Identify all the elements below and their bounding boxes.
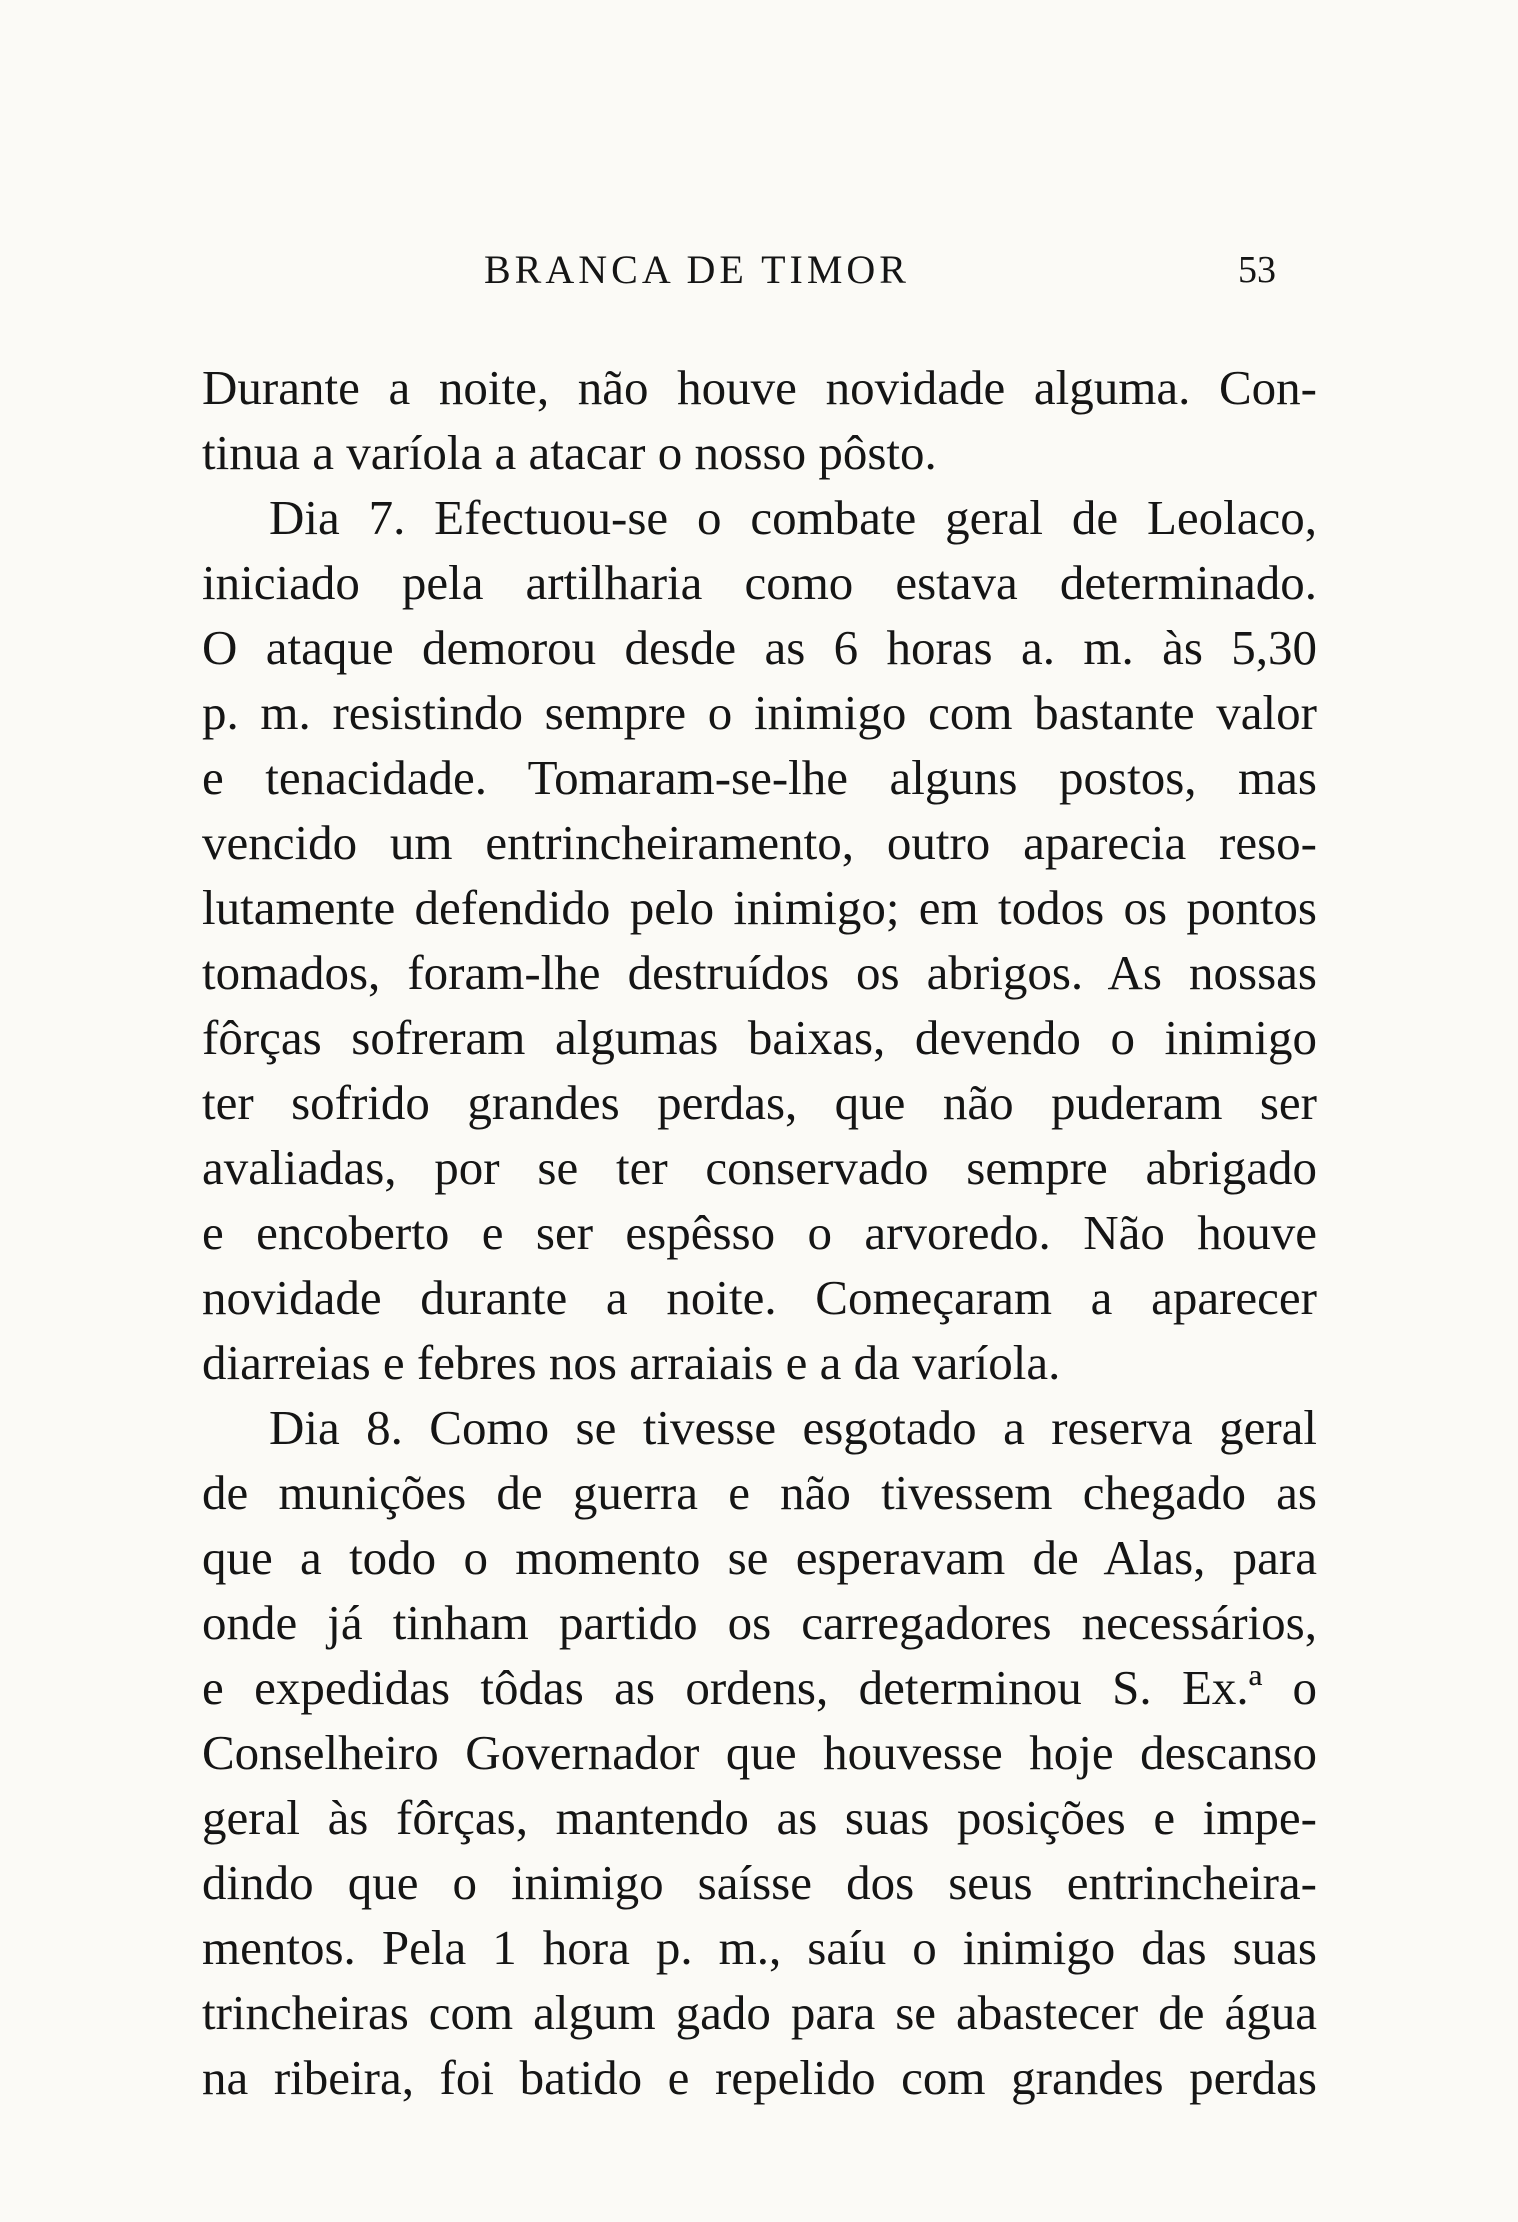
text-line: O ataque demorou desde as 6 horas a. m. às 5,30	[202, 620, 1317, 675]
paragraph-3	[202, 1395, 1317, 2110]
text-line: diarreias e febres nos arraiais e a da varíola.	[202, 1335, 1061, 1390]
running-title: BRANCA DE TIMOR	[484, 247, 910, 292]
text-line: e tenacidade. Tomaram-se-lhe alguns postos, mas	[202, 750, 1317, 805]
text-line: tomados, foram-lhe destruídos os abrigos. As nossas	[202, 945, 1317, 1000]
text-line: ter sofrido grandes perdas, que não puderam ser	[202, 1075, 1317, 1130]
text-line: vencido um entrincheiramento, outro aparecia reso-	[202, 815, 1317, 870]
text-line: trincheiras com algum gado para se abastecer de água	[202, 1985, 1317, 2040]
text-line: e expedidas tôdas as ordens, determinou S. Ex.ª o	[202, 1660, 1317, 1715]
text-line: fôrças sofreram algumas baixas, devendo o inimigo	[202, 1010, 1317, 1065]
text-line: dindo que o inimigo saísse dos seus entrincheira-	[202, 1855, 1317, 1910]
paragraph-1	[202, 355, 1317, 485]
text-line: na ribeira, foi batido e repelido com grandes perdas	[202, 2050, 1317, 2105]
body-text	[202, 355, 1317, 2110]
text-line: lutamente defendido pelo inimigo; em todos os pontos	[202, 880, 1317, 935]
text-line: Dia 7. Efectuou-se o combate geral de Leolaco,	[269, 490, 1317, 545]
text-line: avaliadas, por se ter conservado sempre abrigado	[202, 1140, 1317, 1195]
text-line: mentos. Pela 1 hora p. m., saíu o inimigo das suas	[202, 1920, 1317, 1975]
page-number: 53	[1238, 249, 1276, 291]
text-line: tinua a varíola a atacar o nosso pôsto.	[202, 425, 937, 480]
text-line: iniciado pela artilharia como estava determinado.	[202, 555, 1317, 610]
text-line: Conselheiro Governador que houvesse hoje descanso	[202, 1725, 1317, 1780]
text-line: geral às fôrças, mantendo as suas posições e impe-	[202, 1790, 1317, 1845]
text-line: que a todo o momento se esperavam de Alas, para	[202, 1530, 1317, 1585]
text-line: de munições de guerra e não tivessem chegado as	[202, 1465, 1317, 1520]
text-line: onde já tinham partido os carregadores necessários,	[202, 1595, 1317, 1650]
text-line: Dia 8. Como se tivesse esgotado a reserva geral	[269, 1400, 1317, 1455]
text-line: p. m. resistindo sempre o inimigo com bastante valor	[202, 685, 1317, 740]
text-line: novidade durante a noite. Começaram a aparecer	[202, 1270, 1317, 1325]
text-line: e encoberto e ser espêsso o arvoredo. Não houve	[202, 1205, 1317, 1260]
text-line: Durante a noite, não houve novidade alguma. Con-	[202, 360, 1317, 415]
paragraph-2	[202, 485, 1317, 1395]
